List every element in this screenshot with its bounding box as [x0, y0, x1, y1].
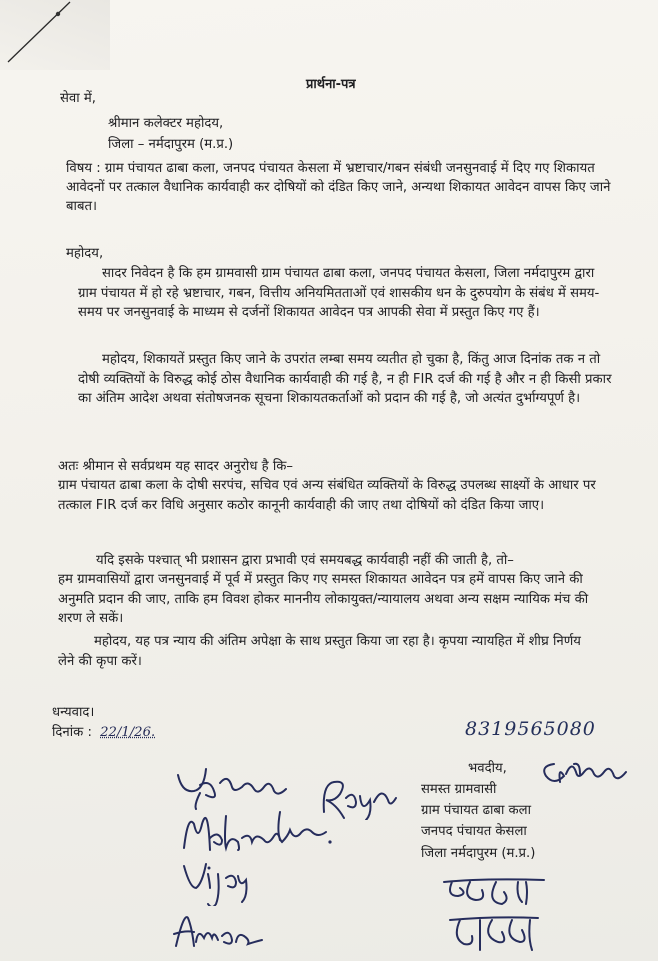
sender-line-2: ग्राम पंचायत ढाबा कला — [421, 803, 532, 818]
signature-vijay — [178, 856, 258, 906]
paragraph-1: सादर निवेदन है कि हम ग्रामवासी ग्राम पंचायत ढाबा कला, जनपद पंचायत केसला, जिला नर्मदापुरम द्वारा ग्राम पंचायत में हो रहे भ्रष्टाचार, गबन, वित्तीय अनियमितताओं एवं शासकीय धन के दुरुपयोग के संबंध में समय-समय पर जनसुनवाई के माध्यम से दर्जनों शिकायत आवेदन पत्र आपकी सेवा में प्रस्तुत किए गए हैं। — [78, 266, 600, 320]
sender-line-3: जनपद पंचायत केसला — [421, 824, 527, 839]
request-2-intro: यदि इसके पश्चात् भी प्रशासन द्वारा प्रभावी एवं समयबद्ध कार्यवाही नहीं की जाती है, तो– — [96, 553, 514, 568]
recipient-line-1: श्रीमान कलेक्टर महोदय, — [108, 116, 224, 131]
sender-line-4: जिला नर्मदापुरम (म.प्र.) — [421, 846, 536, 861]
request-2: हम ग्रामवासियों द्वारा जनसुनवाई में पूर्व में प्रस्तुत किए गए समस्त शिकायत आवेदन पत्र हमें वापस किए जाने की अनुमति प्रदान की जाए, ताकि हम विवश होकर माननीय लोकायुक्त/न्यायालय अथवा अन्य सक्षम न्यायिक मंच की शरण ले सकें। — [58, 572, 589, 626]
letter-title: प्रार्थना-पत्र — [306, 77, 356, 92]
request-1: ग्राम पंचायत ढाबा कला के दोषी सरपंच, सचिव एवं अन्य संबंधित व्यक्तियों के विरुद्ध उपलब्ध साक्ष्यों के आधार पर तत्काल FIR दर्ज कर विधि अनुसार कठोर कानूनी कार्यवाही की जाए तथा दोषियों को दंडित किया जाए। — [58, 478, 596, 513]
signature-upendra — [170, 755, 310, 810]
date-value: 22/1/26. — [100, 725, 156, 740]
greeting: महोदय, — [66, 246, 104, 261]
phone-number: 8319565080 — [465, 718, 596, 740]
signature-aman — [170, 908, 270, 953]
signature-mahendra — [180, 808, 360, 858]
sender-line-1: समस्त ग्रामवासी — [421, 782, 497, 797]
date-row — [52, 722, 155, 740]
thanks: धन्यवाद। — [52, 705, 95, 720]
sender-closing: भवदीय, — [468, 761, 507, 776]
signature-tilak — [446, 912, 546, 958]
recipient-line-2: जिला – नर्मदापुरम (म.प्र.) — [108, 137, 234, 152]
paragraph-2: महोदय, शिकायतें प्रस्तुत किए जाने के उपरांत लम्बा समय व्यतीत हो चुका है, किंतु आज दिनांक तक न तो दोषी व्यक्तियों के विरुद्ध कोई ठोस वैधानिक कार्यवाही की गई है, न ही FIR दर्ज की गई है और न ही किसी प्रकार का अंतिम आदेश अथवा संतोषजनक सूचना शिकायतकर्ताओं को प्रदान की गई है, जो अत्यंत दुर्भाग्यपूर्ण है। — [78, 352, 612, 406]
signature-shankar — [540, 756, 630, 790]
date-label: दिनांक : — [52, 725, 92, 740]
subject-line: विषय : ग्राम पंचायत ढाबा कला, जनपद पंचायत केसला में भ्रष्टाचार/गबन संबंधी जनसुनवाई में दिए गए शिकायत आवेदनों पर तत्काल वैधानिक कार्यवाही कर दोषियों को दंडित किए जाने, अन्यथा शिकायत आवेदन वापस किए जाने बाबत। — [66, 161, 611, 214]
request-intro: अतः श्रीमान से सर्वप्रथम यह सादर अनुरोध है कि– — [58, 459, 293, 474]
signature-raja — [440, 872, 550, 912]
paper-crease-mark — [0, 0, 120, 80]
closing-paragraph: महोदय, यह पत्र न्याय की अंतिम अपेक्षा के साथ प्रस्तुत किया जा रहा है। कृपया न्यायहित में शीघ्र निर्णय लेने की कृपा करें। — [58, 634, 581, 669]
salutation: सेवा में, — [60, 91, 96, 106]
